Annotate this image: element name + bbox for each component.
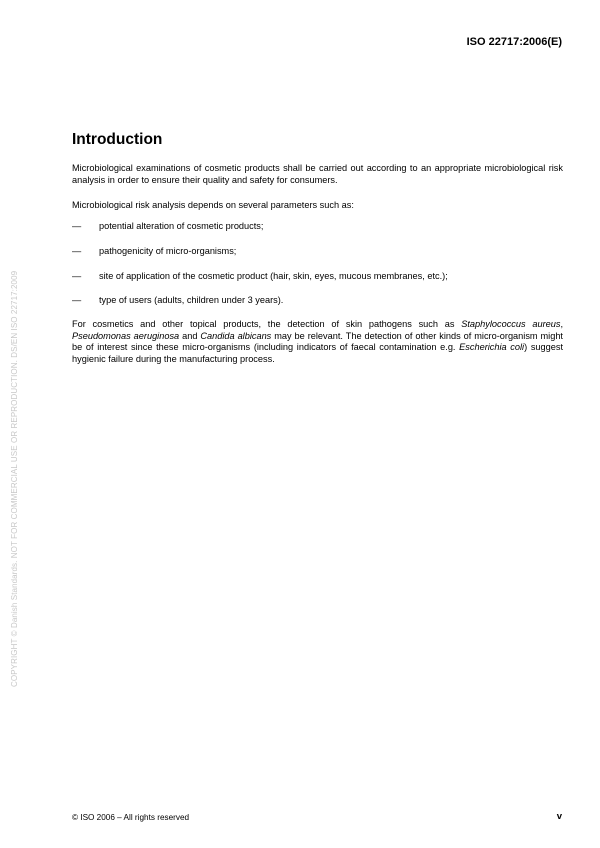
footer-copyright: © ISO 2006 – All rights reserved [72, 813, 190, 822]
organism-name: Candida albicans [200, 330, 272, 341]
dash-mark: — [72, 245, 82, 256]
list-item-text: potential alteration of cosmetic products; [99, 220, 264, 231]
list-item-text: pathogenicity of micro-organisms; [99, 245, 237, 256]
body-text [72, 163, 563, 365]
p3-text: , [560, 319, 563, 330]
list-item-text: type of users (adults, children under 3 years). [99, 295, 284, 306]
p3-text: and [179, 330, 201, 341]
list-item [72, 271, 563, 283]
list-item [72, 221, 563, 233]
p3-text: may be relevant. The detection of other kinds of micro-organism might be of interest since these micro-organisms (including indicators of faecal contamination e.g. [72, 330, 563, 353]
list-item-text: site of application of the cosmetic product (hair, skin, eyes, mucous membranes, etc.); [99, 270, 448, 281]
intro-paragraph-2: Microbiological risk analysis depends on several parameters such as: [72, 200, 354, 211]
copyright-watermark: COPYRIGHT © Danish Standards. NOT FOR COMMERCIAL USE OR REPRODUCTION. DS/EN ISO 22717:2009 [10, 270, 19, 687]
organism-name: Escherichia coli [459, 342, 525, 353]
dash-mark: — [72, 220, 82, 231]
organism-name: Staphylococcus aureus [461, 319, 561, 330]
intro-paragraph-3 [72, 319, 563, 365]
list-item [72, 246, 563, 258]
standard-id: ISO 22717:2006(E) [466, 36, 562, 48]
list-item [72, 295, 563, 307]
parameter-list [72, 221, 563, 307]
page-number: v [556, 811, 562, 822]
dash-mark: — [72, 295, 82, 306]
dash-mark: — [72, 270, 82, 281]
organism-name: Pseudomonas aeruginosa [72, 330, 180, 341]
p3-text: For cosmetics and other topical products, the detection of skin pathogens such as [72, 319, 462, 330]
intro-paragraph-1: Microbiological examinations of cosmetic products shall be carried out according to an appropriate microbiological risk analysis in order to ensure their quality and safety for consumers. [72, 163, 563, 185]
p3-text: ) suggest hygienic failure during the manufacturing process. [72, 342, 564, 364]
section-title: Introduction [72, 131, 163, 148]
